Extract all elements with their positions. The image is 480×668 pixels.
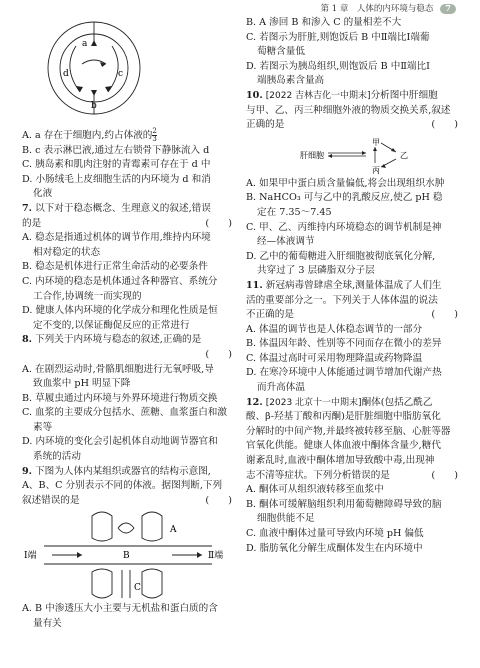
q7-stem-cont: 的是 ( ) bbox=[22, 217, 232, 229]
fig9-label-c: C bbox=[134, 583, 141, 594]
fig9-end-2: Ⅱ端 bbox=[208, 551, 224, 562]
q10-option-d: D. 乙中的葡萄糖进入肝细胞被彻底氧化分解, bbox=[246, 250, 436, 262]
left-column bbox=[22, 16, 232, 632]
fig-label-a: a bbox=[82, 39, 88, 49]
header-text bbox=[321, 2, 456, 14]
fig10-yi: 乙 bbox=[400, 150, 408, 160]
fig10-bing: 丙 bbox=[372, 165, 380, 175]
q12-stem: 12. [2023 北京十一中期末]酮体(包括乙酰乙 bbox=[246, 396, 433, 408]
q6-option-c: C. 胰岛素和肌肉注射的青霉素可存在于 d 中 bbox=[22, 159, 211, 171]
page-number: 7 bbox=[440, 4, 456, 14]
q9-stem-cont: A、B、C 分别表示不同的体液。据图判断,下列 bbox=[22, 480, 223, 492]
q10-stem-cont: 与甲、乙、丙三种细胞外液的物质交换关系,叙述 bbox=[246, 104, 451, 116]
q12-stem-cont: 酸、β-羟基丁酸和丙酮)是肝脏细胞中脂肪氧化 bbox=[246, 411, 441, 423]
q6-option-b: B. c 表示淋巴液,通过左右锁骨下静脉流入 d bbox=[22, 144, 210, 156]
q9-option-a: A. B 中渗透压大小主要与无机盐和蛋白质的含 bbox=[22, 603, 218, 615]
right-column bbox=[246, 16, 458, 556]
q9-option-c-cont: 萄糖含量低 bbox=[257, 46, 305, 58]
q7-option-b: B. 稳态是机体进行正常生命活动的必要条件 bbox=[22, 261, 208, 273]
q10-stem: 10. [2022 吉林吉化一中期末]分析图中肝细胞 bbox=[246, 89, 438, 101]
q10-option-c: C. 甲、乙、丙维持内环境稳态的调节机制是神 bbox=[246, 221, 442, 233]
q8-option-d-cont: 系统的活动 bbox=[33, 451, 81, 463]
fig-label-c: c bbox=[118, 69, 124, 79]
q12-option-b-cont: 细胞供能不足 bbox=[257, 513, 315, 525]
q11-option-d-cont: 而升高体温 bbox=[257, 382, 305, 394]
q6-option-d: D. 小肠绒毛上皮细胞生活的内环境为 d 和消 bbox=[22, 173, 211, 185]
q11-stem: 11. 新冠病毒曾肆虐全球,测量体温成了人们生 bbox=[246, 279, 442, 291]
q12-option-d: D. 脂肪氧化分解生成酮体发生在内环境中 bbox=[246, 542, 423, 554]
q9-option-d: D. 若图示为胰岛组织,则饱饭后 B 中Ⅱ端比Ⅰ bbox=[246, 60, 430, 72]
fig9-end-1: Ⅰ端 bbox=[24, 551, 37, 562]
q7-stem: 7. 以下对于稳态概念、生理意义的叙述,错误 bbox=[22, 202, 211, 214]
q9-option-b: B. A 渗回 B 和渗入 C 的量相差不大 bbox=[246, 17, 402, 28]
q7-option-c: C. 内环境的稳态是机体通过各种器官、系统分 bbox=[22, 275, 218, 287]
q12-stem-cont3: 官氧化供能。健康人体血液中酮体含量少,糖代 bbox=[246, 440, 441, 452]
q8-option-a: A. 在剧烈运动时,骨骼肌细胞进行无氧呼吸,导 bbox=[22, 363, 214, 375]
fig9-label-b: B bbox=[123, 551, 130, 562]
q9-stem: 9. 下图为人体内某组织或器官的结构示意图, bbox=[22, 465, 211, 477]
fig10-liver-cell: 肝细胞 bbox=[300, 150, 324, 160]
q11-stem-cont2: 不正确的是 ( ) bbox=[246, 309, 458, 321]
q8-option-c: C. 血浆的主要成分包括水、蔗糖、血浆蛋白和激 bbox=[22, 407, 227, 419]
fig10-jia: 甲 bbox=[372, 137, 380, 147]
q12-stem-cont4: 谢紊乱时,血液中酮体增加导致酸中毒,出现神 bbox=[246, 455, 435, 467]
q8-option-b: B. 草履虫通过内环境与外界环境进行物质交换 bbox=[22, 392, 218, 404]
q10-option-b: B. NaHCO₃ 可与乙中的乳酸反应,使乙 pH 稳 bbox=[246, 192, 443, 204]
q7-option-c-cont: 工合作,协调统一而实现的 bbox=[33, 290, 142, 302]
liver-cell-exchange-figure bbox=[246, 133, 458, 177]
q12-option-a: A. 酮体可从组织液转移至血浆中 bbox=[246, 484, 384, 496]
q7-option-a-cont: 相对稳定的状态 bbox=[33, 246, 101, 258]
q9-stem-cont2: 叙述错误的是 ( ) bbox=[22, 494, 232, 506]
q8-paren-line: ( ) bbox=[205, 348, 232, 360]
q8-option-d: D. 内环境的变化会引起机体自动地调节器官和 bbox=[22, 436, 218, 448]
q12-stem-cont5: 志不清等症状。下列分析错误的是 ( ) bbox=[246, 469, 458, 481]
fig-label-b: b bbox=[91, 101, 97, 111]
q10-stem-cont2: 正确的是 ( ) bbox=[246, 119, 458, 131]
fig-label-d: d bbox=[63, 69, 69, 79]
tissue-structure-figure bbox=[22, 508, 232, 602]
q12-option-c: C. 血液中酮体过量可导致内环境 pH 偏低 bbox=[246, 528, 424, 539]
q11-stem-cont: 活的重要部分之一。下列关于人体体温的说法 bbox=[246, 294, 438, 306]
q9-option-a-cont: 量有关 bbox=[33, 618, 62, 630]
q7-option-d-cont: 定不变的,以保证酶促反应的正常进行 bbox=[33, 319, 190, 331]
q7-option-a: A. 稳态是指通过机体的调节作用,维持内环境 bbox=[22, 232, 211, 244]
q8-option-a-cont: 致血浆中 pH 明显下降 bbox=[33, 378, 131, 390]
q11-option-a: A. 体温的调节也是人体稳态调节的一部分 bbox=[246, 323, 423, 335]
page-header bbox=[0, 0, 480, 14]
q12-option-b: B. 酮体可缓解脑组织利用葡萄糖障碍导致的脑 bbox=[246, 498, 442, 510]
q10-option-c-cont: 经—体液调节 bbox=[257, 236, 315, 248]
q6-option-a: A. a 存在于细胞内,约占体液的 $\frac{2}{3}$ bbox=[22, 127, 157, 143]
fraction-two-thirds: $\frac{2}{3}$ bbox=[152, 127, 157, 143]
q11-option-c: C. 体温过高时可采用物理降温或药物降温 bbox=[246, 352, 423, 364]
q6-option-d-cont: 化液 bbox=[33, 188, 53, 200]
fig9-label-a: A bbox=[170, 525, 177, 536]
q11-option-b: B. 体温因年龄、性别等不同而存在微小的差异 bbox=[246, 338, 442, 350]
q7-option-d: D. 健康人体内环境的化学成分和理化性质是恒 bbox=[22, 305, 218, 317]
chapter-title: 第 1 章 人体的内环境与稳态 bbox=[320, 4, 434, 14]
q9-option-d-cont: 端胰岛素含量高 bbox=[257, 75, 325, 87]
q8-option-c-cont: 素等 bbox=[33, 421, 53, 433]
q9-option-c: C. 若图示为肝脏,则饱饭后 B 中Ⅱ端比Ⅰ端葡 bbox=[246, 31, 430, 43]
q10-option-b-cont: 定在 7.35～7.45 bbox=[257, 206, 332, 218]
q8-stem: 8. 下列关于内环境与稳态的叙述,正确的是 bbox=[22, 334, 202, 346]
q12-stem-cont2: 分解时的中间产物,并最终被转移至脑、心脏等器 bbox=[246, 425, 451, 437]
q10-option-a: A. 如果甲中蛋白质含量偏低,将会出现组织水肿 bbox=[246, 177, 445, 189]
fluid-cycle-figure bbox=[22, 16, 232, 128]
q11-option-d: D. 在寒冷环境中人体能通过调节增加代谢产热 bbox=[246, 367, 442, 379]
q10-option-d-cont: 共穿过了 3 层磷脂双分子层 bbox=[257, 265, 375, 277]
